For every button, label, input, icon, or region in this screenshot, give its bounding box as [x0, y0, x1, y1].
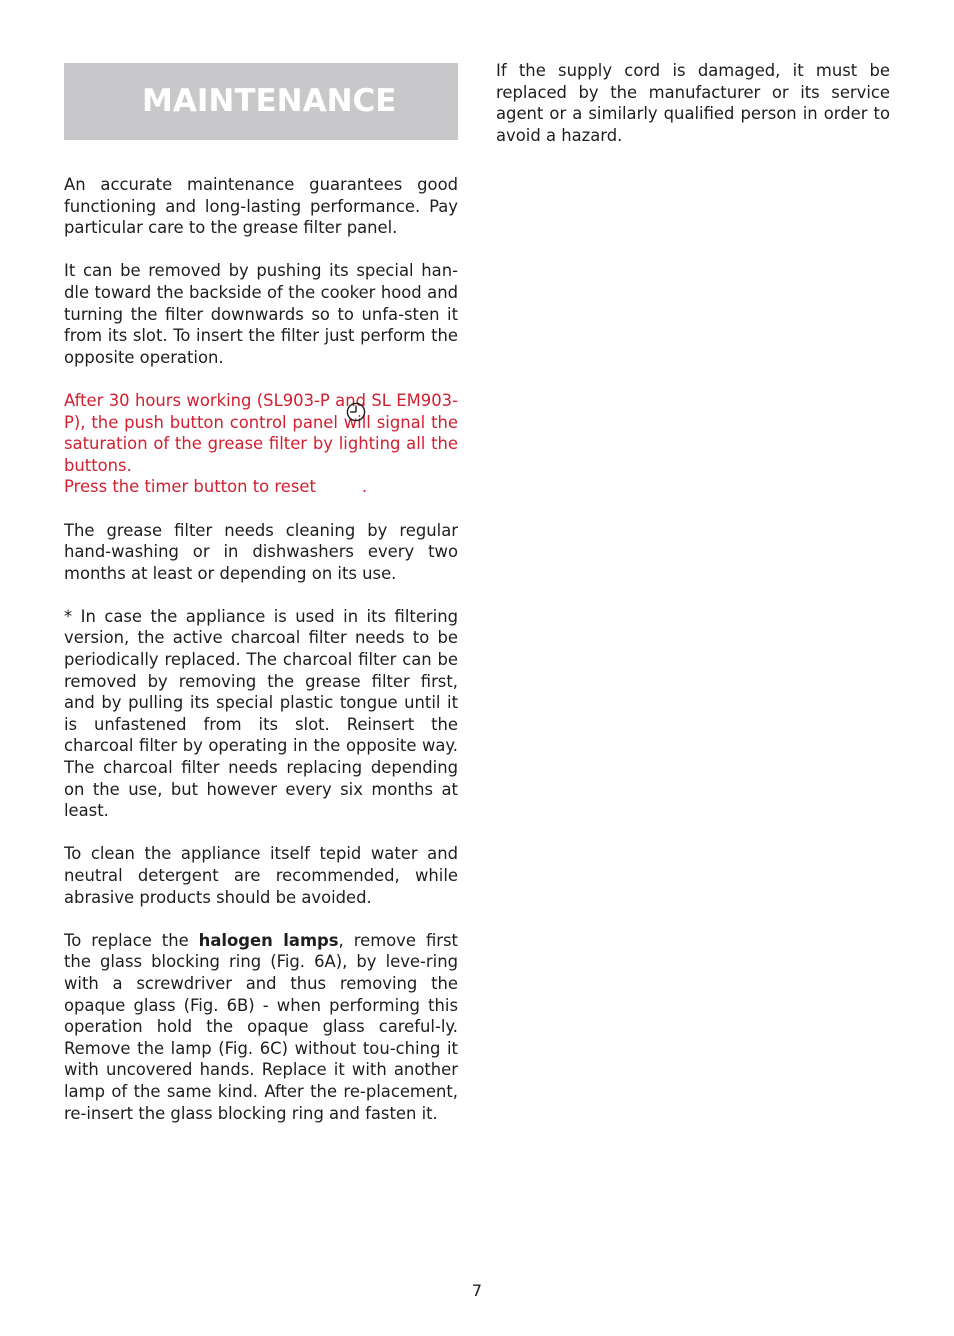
saturation-warning — [64, 390, 458, 498]
charcoal-filter-paragraph: * In case the appliance is used in its filtering version, the active charcoal filter needs to be periodically replaced. The charcoal filter can be removed by removing the grease filter first, and by pulling its special plastic tongue until it is unfastened from its slot. Reinsert the charcoal filter by operating in the opposite way. The charcoal filter needs replacing depending on the use, but however every six months at least. — [64, 606, 458, 821]
filter-removal-paragraph: It can be removed by pushing its special han-dle toward the backside of the cooker hood and turning the filter downwards so to unfa-sten it from its slot. To insert the filter just perform the opposite operation. — [64, 261, 458, 367]
right-column — [496, 60, 890, 168]
halogen-text-before: To replace the — [64, 930, 199, 950]
timer-icon — [346, 402, 366, 422]
halogen-text-after: , remove first the glass blocking ring (Fig. 6A), by leve-ring with a screwdriver and thus removing the opaque glass (Fig. 6B) - when performing this operation hold the opaque glass careful-ly. Remove the lamp (Fig. 6C) without tou-ching it with uncovered hands. Replace it with another lamp of the same kind. After the re-placement, re-insert the glass blocking ring and fasten it. — [64, 930, 458, 1123]
appliance-cleaning-paragraph: To clean the appliance itself tepid water and neutral detergent are recommended, while abrasive products should be avoided. — [64, 844, 458, 907]
page-number: 7 — [471, 1281, 483, 1300]
halogen-bold-term: halogen lamps — [198, 930, 339, 950]
saturation-text: After 30 hours working (SL903-P and SL EM903-P), the push button control panel will signal the saturation of the grease filter by lighting all the buttons. — [64, 390, 458, 475]
section-title: MAINTENANCE — [142, 83, 397, 119]
intro-paragraph: An accurate maintenance guarantees good functioning and long-lasting performance. Pay particular care to the grease filter panel. — [64, 175, 458, 238]
supply-cord-paragraph: If the supply cord is damaged, it must be replaced by the manufacturer or its service agent or a similarly qualified person in order to avoid a hazard. — [496, 61, 890, 145]
section-header — [64, 63, 458, 140]
halogen-lamps-paragraph — [64, 930, 458, 1124]
timer-reset-end: . — [361, 477, 368, 497]
left-column — [64, 174, 458, 1146]
timer-reset-text: Press the timer button to reset — [64, 477, 316, 497]
grease-cleaning-paragraph: The grease filter needs cleaning by regular hand-washing or in dishwashers every two months at least or depending on its use. — [64, 520, 458, 583]
